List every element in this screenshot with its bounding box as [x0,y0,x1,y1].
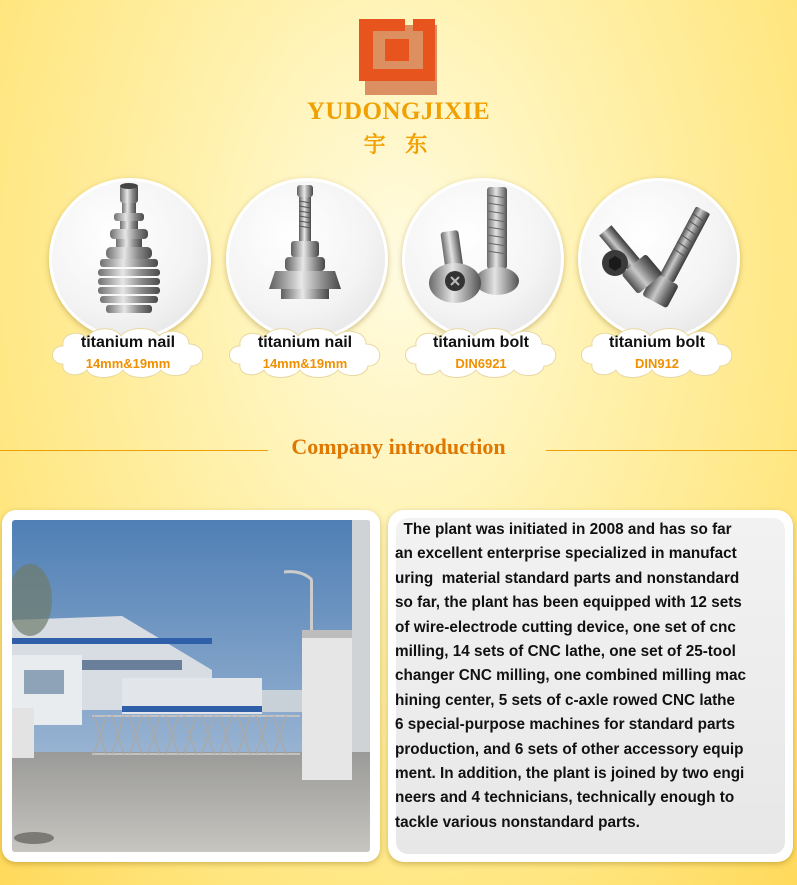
intro-line: neers and 4 technicians, technically enough to [395,789,735,807]
brand-name-chinese: 宇 东 [363,133,434,158]
intro-line: production, and 6 sets of other accessory equip [395,740,744,758]
titanium-bolt-image [402,178,564,340]
product-label [578,324,736,380]
intro-panel [388,510,793,862]
product-title: titanium nail [80,334,176,351]
intro-line: hining center, 5 sets of c-axle rowed CNC lathe [395,691,736,709]
titanium-nail-image [226,178,388,340]
product-size: 14mm&19mm [85,356,171,371]
product-card[interactable] [226,178,386,388]
company-intro-text [395,518,785,835]
titanium-bolt-image [578,178,740,340]
intro-line: an excellent enterprise specialized in manufact [395,545,737,563]
product-size: 14mm&19mm [262,356,348,371]
section-divider [0,434,797,464]
product-card[interactable] [49,178,209,388]
intro-line: milling, 14 sets of CNC lathe, one set of 25-tool [395,643,736,661]
intro-line: so far, the plant has been equipped with 12 sets [395,594,742,612]
product-label [402,324,560,380]
product-standard: DIN912 [634,356,680,371]
intro-line: ment. In addition, the plant is joined by two engi [395,765,745,783]
product-card[interactable] [578,178,738,388]
product-title: titanium bolt [433,334,529,351]
factory-photo-frame [2,510,380,862]
intro-line: changer CNC milling, one combined milling mac [395,667,747,685]
product-label [226,324,384,380]
factory-photo [12,520,370,852]
company-logo [355,15,441,97]
brand-name: YUDONGJIXIE [306,98,491,125]
section-title: Company introduction [291,434,506,459]
product-standard: DIN6921 [455,356,507,371]
product-title: titanium nail [257,334,353,351]
intro-line: The plant was initiated in 2008 and has so far [395,521,732,538]
intro-line: 6 special-purpose machines for standard parts [395,716,736,734]
intro-line: tackle various nonstandard parts. [395,813,640,831]
product-card[interactable] [402,178,562,388]
intro-line: uring material standard parts and nonstandard [395,569,740,587]
product-label [49,324,207,380]
product-title: titanium bolt [609,334,705,351]
titanium-nail-image [49,178,211,340]
intro-line: of wire-electrode cutting device, one set of cnc [395,618,736,636]
